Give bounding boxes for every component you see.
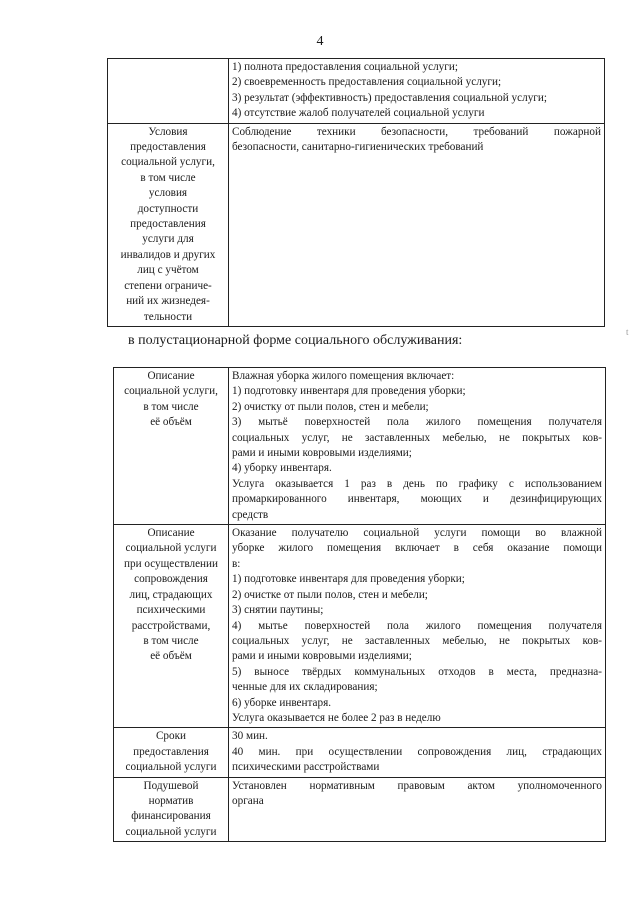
text-line: 5) выносе твёрдых коммунальных отходов в места, предназна- [232, 665, 602, 678]
text-line: Установлен нормативным правовым актом уполномоченного [232, 779, 602, 792]
label-line: социальной услуги, [124, 385, 218, 398]
table-row [108, 123, 605, 326]
financing-label-cell [114, 777, 229, 842]
text-line: средств [232, 508, 269, 521]
label-line: Подушевой [143, 779, 199, 792]
conditions-text-line: безопасности, санитарно-гигиенических требований [232, 141, 484, 154]
financing-content-cell [229, 777, 606, 842]
label-line: в том числе [140, 171, 196, 184]
label-line: тельности [143, 310, 193, 323]
label-line: доступности [137, 202, 199, 215]
text-line: психическими расстройствами [232, 761, 380, 774]
label-line: её объём [150, 650, 192, 663]
text-line: Услуга оказывается не более 2 раз в неделю [232, 711, 441, 724]
label-line: в том числе [143, 634, 199, 647]
label-line: её объём [150, 416, 192, 429]
text-line: 2) очистке от пыли полов, стен и мебели; [232, 588, 428, 601]
label-line: предоставления [133, 745, 209, 758]
escort-description-content-cell [229, 525, 606, 728]
label-line: инвалидов и других [120, 248, 216, 261]
list-item: 1) полнота предоставления социальной услуги; [232, 61, 458, 73]
text-line: Влажная уборка жилого помещения включает: [232, 370, 455, 382]
table-row [114, 368, 606, 525]
list-item: 3) результат (эффективность) предоставления социальной услуги; [232, 91, 547, 104]
margin-mark: t [626, 327, 629, 337]
label-line: Описание [147, 370, 195, 382]
terms-label-cell [114, 728, 229, 777]
table-row [108, 59, 605, 124]
terms-content-cell [229, 728, 606, 777]
label-line: психическими [136, 604, 206, 617]
label-line: сопровождения [134, 573, 208, 586]
description-label-cell [114, 368, 229, 525]
label-line: социальной услуги, [121, 156, 215, 169]
text-line: социальных услуг, не заставленных мебелью, не покрытых ков- [232, 634, 602, 647]
criteria-table [107, 58, 605, 327]
text-line: 3) снятии паутины; [232, 604, 324, 617]
text-line: Услуга оказывается 1 раз в день по графику с использованием [232, 477, 602, 490]
text-line: 4) уборку инвентаря. [232, 462, 332, 475]
label-line: услуги для [142, 233, 194, 246]
conditions-content-cell [229, 123, 605, 326]
text-line: 1) подготовку инвентаря для проведения уборки; [232, 385, 466, 398]
label-line: социальной услуги [125, 825, 217, 838]
label-line: предоставления [130, 141, 206, 154]
description-content-cell [229, 368, 606, 525]
label-line: социальной услуги [125, 761, 217, 774]
text-line: 30 мин. [232, 730, 268, 743]
text-line: 2) очистку от пыли полов, стен и мебели; [232, 400, 429, 413]
page-number: 4 [316, 34, 324, 49]
escort-description-label-cell [114, 525, 229, 728]
table-row [114, 525, 606, 728]
label-line: лиц, страдающих [129, 588, 213, 601]
text-line: 6) уборке инвентаря. [232, 696, 332, 709]
text-line: рами и иными ковровыми изделиями; [232, 650, 412, 663]
text-line: ченные для их складирования; [232, 681, 378, 694]
text-line: социальных услуг, не заставленных мебелью, не покрытых ков- [232, 431, 602, 444]
text-line: в: [232, 557, 241, 570]
conditions-label-cell [108, 123, 229, 326]
label-line: социальной услуги [125, 542, 217, 555]
label-line: финансирования [131, 810, 211, 823]
label-line: в том числе [143, 400, 199, 413]
list-item: 2) своевременность предоставления социальной услуги; [232, 76, 502, 89]
label-line: лиц с учётом [137, 264, 199, 277]
conditions-text-line: Соблюдение техники безопасности, требований пожарной [232, 125, 601, 138]
table-row [114, 728, 606, 777]
service-table [113, 367, 606, 842]
text-line: уборке жилого помещения включает в себя оказание помощи [232, 542, 602, 555]
text-line: промаркированного инвентаря, моющих и дезинфицирующих [232, 493, 602, 506]
label-line: при осуществлении [123, 557, 218, 570]
label-line: ний их жизнедея- [126, 295, 210, 308]
text-line: органа [232, 794, 264, 807]
label-line: Описание [147, 527, 195, 540]
table-row [114, 777, 606, 842]
criteria-label-cell [108, 59, 229, 124]
text-line: Оказание получателю социальной услуги помощи во влажной [232, 527, 602, 540]
label-line: степени ограниче- [124, 279, 212, 292]
label-line: условия [148, 187, 188, 200]
list-item: 4) отсутствие жалоб получателей социальной услуги [232, 107, 485, 120]
text-line: 1) подготовке инвентаря для проведения уборки; [232, 573, 465, 586]
text-line: рами и иными ковровыми изделиями; [232, 447, 412, 460]
label-line: норматив [148, 794, 194, 807]
text-line: 3) мытьё поверхностей пола жилого помещения получателя [232, 416, 602, 429]
section-heading: в полустационарной форме социального обслуживания: [128, 333, 463, 348]
label-line: предоставления [130, 218, 206, 231]
label-line: расстройствами, [131, 619, 211, 632]
criteria-list-cell [229, 59, 605, 124]
label-line: Сроки [155, 730, 187, 743]
label-line: Условия [148, 125, 188, 138]
text-line: 40 мин. при осуществлении сопровождения лиц, страдающих [232, 745, 602, 758]
text-line: 4) мытье поверхностей пола жилого помещения получателя [232, 619, 602, 632]
